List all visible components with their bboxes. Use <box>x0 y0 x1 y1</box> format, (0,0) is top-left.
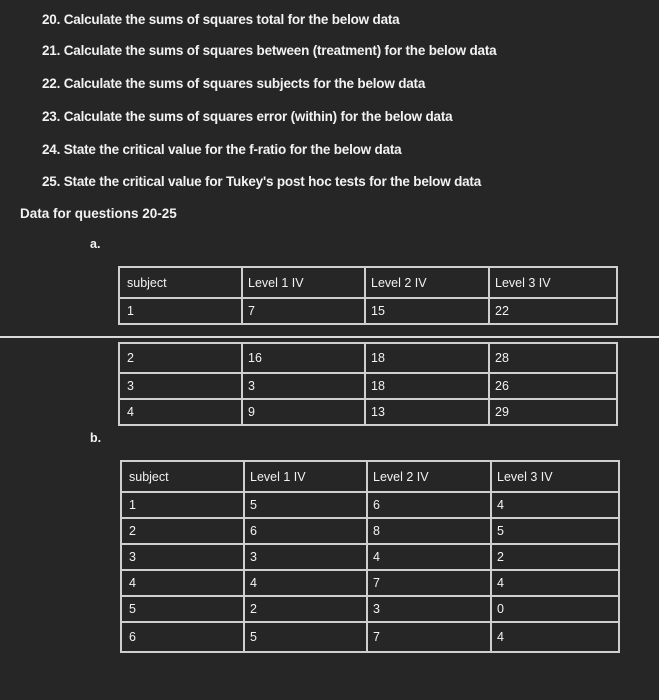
table-a-header-level3: Level 3 IV <box>489 267 617 298</box>
table-cell: 5 <box>244 622 367 652</box>
table-cell: 2 <box>244 596 367 622</box>
table-row <box>121 544 619 570</box>
table-cell: 26 <box>489 373 617 399</box>
table-cell: 3 <box>242 373 365 399</box>
table-cell: 6 <box>367 492 491 518</box>
table-cell: 13 <box>365 399 489 425</box>
table-cell: 29 <box>489 399 617 425</box>
question-20: 20. Calculate the sums of squares total for the below data <box>42 12 400 27</box>
table-cell: 2 <box>119 343 242 373</box>
table-cell: 1 <box>119 298 242 324</box>
table-row <box>119 298 617 324</box>
table-cell: 2 <box>491 544 619 570</box>
table-cell: 5 <box>121 596 244 622</box>
data-heading: Data for questions 20-25 <box>20 206 177 221</box>
table-a-top <box>118 266 618 325</box>
table-cell: 4 <box>121 570 244 596</box>
table-cell: 16 <box>242 343 365 373</box>
table-cell: 3 <box>244 544 367 570</box>
table-row <box>119 373 617 399</box>
table-cell: 28 <box>489 343 617 373</box>
table-cell: 3 <box>121 544 244 570</box>
table-b-header-level3: Level 3 IV <box>491 461 619 492</box>
table-cell: 4 <box>244 570 367 596</box>
table-a-header-level1: Level 1 IV <box>242 267 365 298</box>
section-a-label: a. <box>90 237 101 251</box>
table-cell: 4 <box>119 399 242 425</box>
table-cell: 7 <box>242 298 365 324</box>
table-cell: 4 <box>491 570 619 596</box>
question-23: 23. Calculate the sums of squares error (within) for the below data <box>42 109 453 124</box>
table-cell: 2 <box>121 518 244 544</box>
table-cell: 3 <box>119 373 242 399</box>
table-a-continued <box>118 342 618 426</box>
table-b-header-row <box>121 461 619 492</box>
table-cell: 0 <box>491 596 619 622</box>
table-a-header-level2: Level 2 IV <box>365 267 489 298</box>
table-a-header-row <box>119 267 617 298</box>
section-b-label: b. <box>90 431 102 445</box>
question-24: 24. State the critical value for the f-ratio for the below data <box>42 142 402 157</box>
table-cell: 18 <box>365 343 489 373</box>
screenshot-seam-divider <box>0 336 659 338</box>
table-row <box>121 492 619 518</box>
table-b-header-level2: Level 2 IV <box>367 461 491 492</box>
question-22: 22. Calculate the sums of squares subjects for the below data <box>42 76 426 91</box>
table-cell: 1 <box>121 492 244 518</box>
table-cell: 6 <box>121 622 244 652</box>
table-cell: 6 <box>244 518 367 544</box>
table-cell: 3 <box>367 596 491 622</box>
table-cell: 22 <box>489 298 617 324</box>
table-row <box>121 518 619 544</box>
table-b-header-level1: Level 1 IV <box>244 461 367 492</box>
table-cell: 18 <box>365 373 489 399</box>
table-cell: 15 <box>365 298 489 324</box>
table-b-header-subject: subject <box>121 461 244 492</box>
table-row <box>119 399 617 425</box>
table-cell: 5 <box>491 518 619 544</box>
table-row <box>121 622 619 652</box>
table-row <box>119 343 617 373</box>
table-cell: 8 <box>367 518 491 544</box>
question-21: 21. Calculate the sums of squares between (treatment) for the below data <box>42 43 497 58</box>
table-cell: 4 <box>491 492 619 518</box>
table-b <box>120 460 620 653</box>
table-row <box>121 570 619 596</box>
question-25: 25. State the critical value for Tukey's post hoc tests for the below data <box>42 174 482 189</box>
table-cell: 4 <box>367 544 491 570</box>
table-cell: 5 <box>244 492 367 518</box>
table-cell: 9 <box>242 399 365 425</box>
table-cell: 7 <box>367 622 491 652</box>
table-cell: 7 <box>367 570 491 596</box>
table-a-header-subject: subject <box>119 267 242 298</box>
table-cell: 4 <box>491 622 619 652</box>
table-row <box>121 596 619 622</box>
